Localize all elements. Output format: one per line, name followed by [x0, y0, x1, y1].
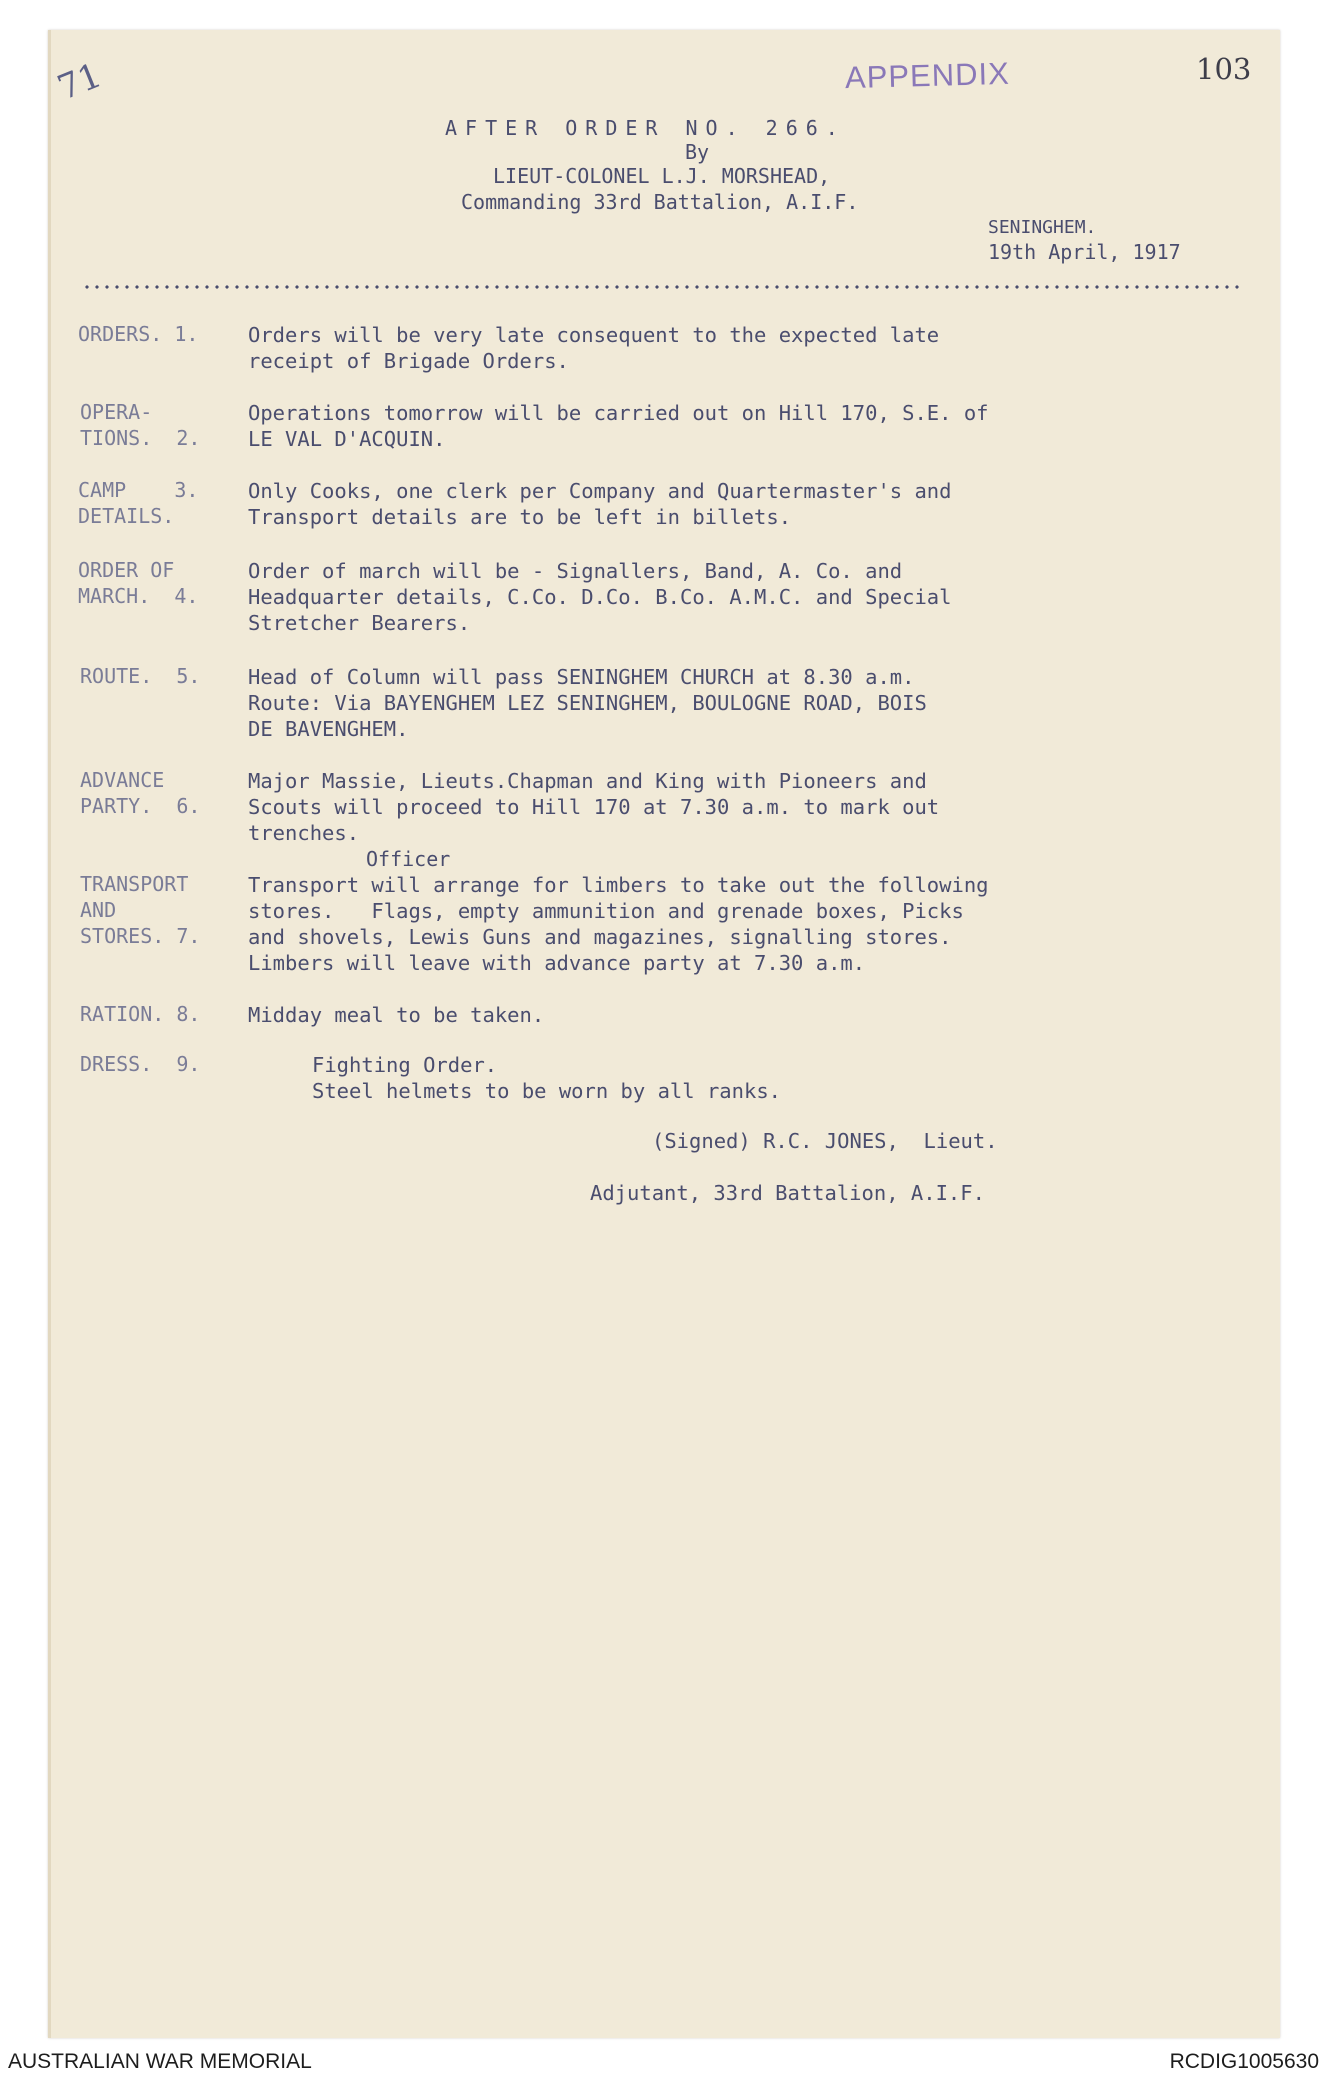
- section-label-camp-details: DETAILS.: [78, 504, 175, 528]
- section-order-of-march-line: Headquarter details, C.Co. D.Co. B.Co. A.M.C. and Special: [248, 585, 952, 609]
- folio-number: 71: [52, 55, 108, 109]
- section-camp-details-line: Transport details are to be left in billets.: [248, 505, 792, 529]
- section-label-camp-details: CAMP 3.: [78, 478, 199, 502]
- footer-institution: AUSTRALIAN WAR MEMORIAL: [8, 2050, 312, 2073]
- dotted-separator: [82, 285, 1242, 289]
- section-label-advance-party: PARTY. 6.: [80, 794, 201, 818]
- section-order-of-march-line: Order of march will be - Signallers, Band, A. Co. and: [248, 559, 903, 583]
- section-ration-line: Midday meal to be taken.: [248, 1003, 545, 1027]
- place-line: SENINGHEM.: [988, 217, 1097, 238]
- section-orders-line: Orders will be very late consequent to the expected late: [248, 323, 940, 347]
- section-dress-line: Steel helmets to be worn by all ranks.: [312, 1079, 781, 1103]
- section-label-transport-stores: TRANSPORT: [80, 872, 189, 896]
- section-label-advance-party: ADVANCE: [80, 768, 165, 792]
- section-orders-line: receipt of Brigade Orders.: [248, 349, 569, 373]
- section-label-operations: TIONS. 2.: [80, 426, 201, 450]
- section-transport-stores-line: and shovels, Lewis Guns and magazines, signalling stores.: [248, 925, 952, 949]
- section-route-line: DE BAVENGHEM.: [248, 717, 409, 741]
- section-transport-stores-line: stores. Flags, empty ammunition and grenade boxes, Picks: [248, 899, 964, 923]
- section-label-transport-stores: STORES. 7.: [80, 924, 201, 948]
- section-route-line: Head of Column will pass SENINGHEM CHURCH at 8.30 a.m.: [248, 665, 915, 689]
- signature-line: (Signed) R.C. JONES, Lieut.: [652, 1129, 998, 1153]
- section-transport-stores-line: Limbers will leave with advance party at 7.30 a.m.: [248, 951, 866, 975]
- section-advance-party-line: trenches.: [248, 821, 360, 845]
- section-label-orders: ORDERS. 1.: [78, 322, 199, 346]
- section-label-transport-stores: AND: [80, 898, 117, 922]
- date-line: 19th April, 1917: [988, 240, 1181, 264]
- by-line: By: [685, 140, 710, 164]
- inserted-word-officer: Officer: [366, 847, 451, 871]
- appendix-stamp: APPENDIX: [844, 55, 1011, 96]
- section-camp-details-line: Only Cooks, one clerk per Company and Quartermaster's and: [248, 479, 952, 503]
- signature-title: Adjutant, 33rd Battalion, A.I.F.: [590, 1181, 985, 1205]
- section-dress-line: Fighting Order.: [312, 1053, 498, 1077]
- section-label-ration: RATION. 8.: [80, 1002, 201, 1026]
- section-route-line: Route: Via BAYENGHEM LEZ SENINGHEM, BOULOGNE ROAD, BOIS: [248, 691, 927, 715]
- section-operations-line: Operations tomorrow will be carried out on Hill 170, S.E. of: [248, 401, 989, 425]
- page-number: 103: [1196, 52, 1252, 86]
- section-transport-stores-line: Transport will arrange for limbers to take out the following: [248, 873, 989, 897]
- section-label-dress: DRESS. 9.: [80, 1052, 201, 1076]
- section-label-operations: OPERA-: [80, 400, 153, 424]
- section-order-of-march-line: Stretcher Bearers.: [248, 611, 471, 635]
- section-label-order-of-march: MARCH. 4.: [78, 584, 199, 608]
- order-title: AFTER ORDER NO. 266.: [445, 116, 846, 140]
- section-operations-line: LE VAL D'ACQUIN.: [248, 427, 446, 451]
- sheet-edge: [48, 30, 51, 2038]
- command-line: Commanding 33rd Battalion, A.I.F.: [461, 190, 859, 214]
- section-label-route: ROUTE. 5.: [80, 664, 201, 688]
- section-advance-party-line: Scouts will proceed to Hill 170 at 7.30 a.m. to mark out: [248, 795, 940, 819]
- commander-line: LIEUT-COLONEL L.J. MORSHEAD,: [493, 164, 831, 188]
- section-advance-party-line: Major Massie, Lieuts.Chapman and King with Pioneers and: [248, 769, 927, 793]
- section-label-order-of-march: ORDER OF: [78, 558, 175, 582]
- footer-record-id: RCDIG1005630: [1169, 2050, 1319, 2073]
